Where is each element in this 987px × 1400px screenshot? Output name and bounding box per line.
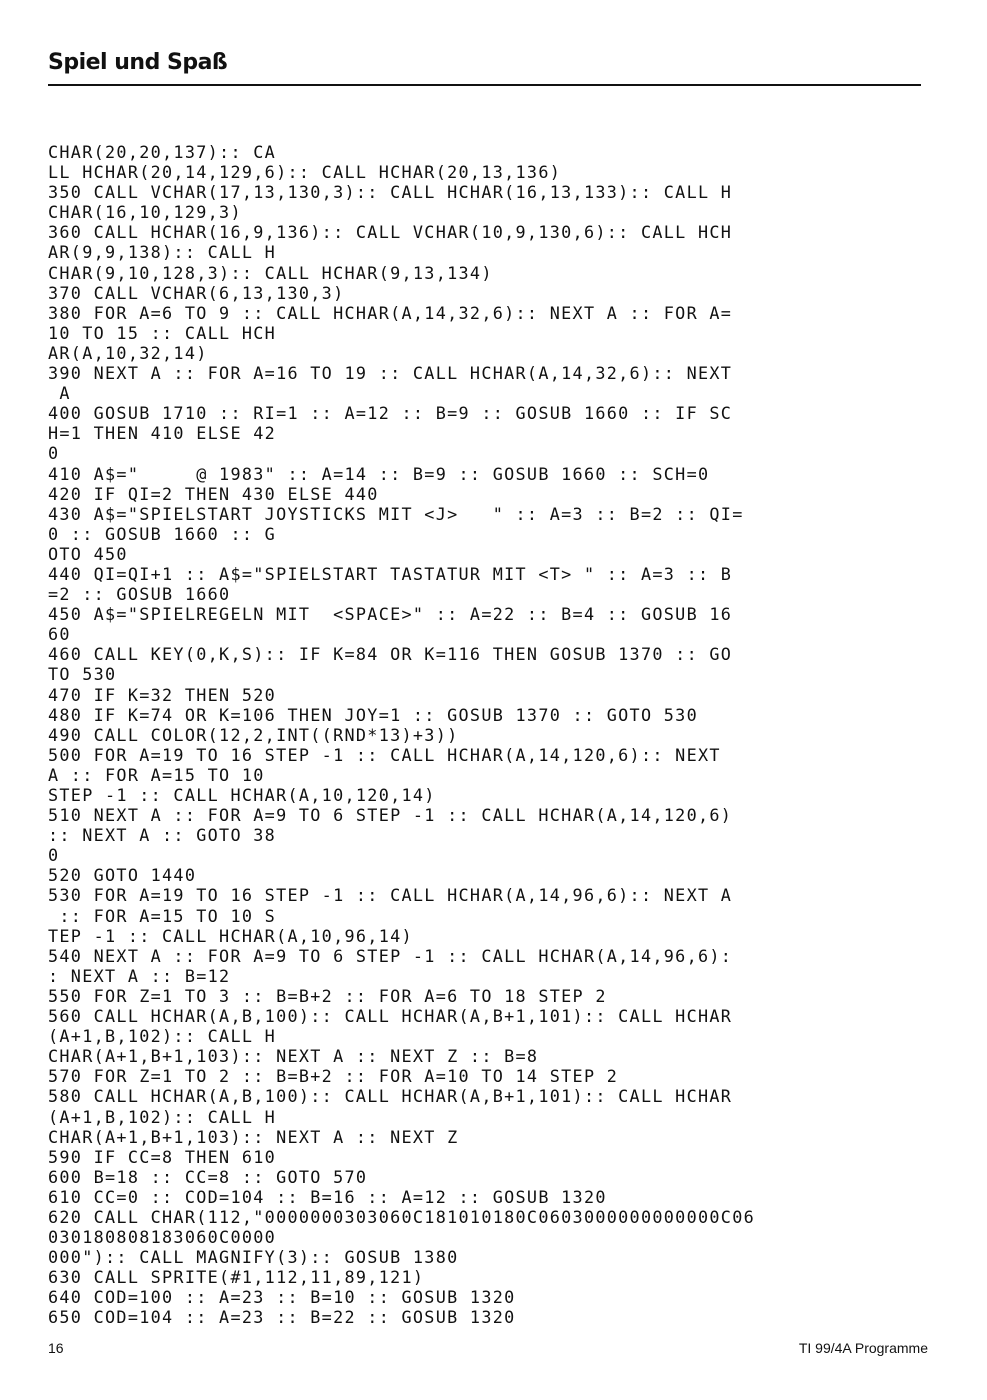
code-line: CHAR(20,20,137):: CA (48, 142, 277, 162)
code-line: 550 FOR Z=1 TO 3 :: B=B+2 :: FOR A=6 TO 18 STEP 2 (48, 985, 607, 1006)
code-line: 360 CALL HCHAR(16,9,136):: CALL VCHAR(10,9,130,6):: CALL HCH (48, 222, 733, 243)
code-line: :: FOR A=15 TO 10 S (48, 905, 277, 926)
code-line: 10 TO 15 :: CALL HCH (48, 322, 277, 343)
code-line: 480 IF K=74 OR K=106 THEN JOY=1 :: GOSUB 1370 :: GOTO 530 (48, 704, 698, 725)
code-line: 390 NEXT A :: FOR A=16 TO 19 :: CALL HCHAR(A,14,32,6):: NEXT (48, 363, 733, 384)
code-line: 0 (48, 443, 60, 464)
code-line: 0 :: GOSUB 1660 :: G (48, 523, 277, 544)
code-line: 590 IF CC=8 THEN 610 (48, 1146, 277, 1167)
section-title: Spiel und Spaß (48, 50, 228, 75)
code-line: 350 CALL VCHAR(17,13,130,3):: CALL HCHAR(16,13,133):: CALL H (48, 182, 733, 203)
code-line: :: NEXT A :: GOTO 38 (48, 825, 277, 846)
code-line: 420 IF QI=2 THEN 430 ELSE 440 (48, 483, 379, 504)
code-line: AR(A,10,32,14) (48, 342, 208, 363)
code-line: H=1 THEN 410 ELSE 42 (48, 423, 277, 444)
book-title: TI 99/4A Programme (798, 1340, 928, 1356)
page-footer (48, 1340, 928, 1360)
basic-program-listing (48, 142, 948, 1328)
code-line: CHAR(9,10,128,3):: CALL HCHAR(9,13,134) (48, 262, 493, 283)
code-line: 500 FOR A=19 TO 16 STEP -1 :: CALL HCHAR(A,14,120,6):: NEXT (48, 744, 721, 765)
code-line: 650 COD=104 :: A=23 :: B=22 :: GOSUB 1320 (48, 1307, 516, 1328)
code-line: 510 NEXT A :: FOR A=9 TO 6 STEP -1 :: CALL HCHAR(A,14,120,6) (48, 805, 733, 826)
code-line: 530 FOR A=19 TO 16 STEP -1 :: CALL HCHAR(A,14,96,6):: NEXT A (48, 885, 733, 906)
code-line: CHAR(A+1,B+1,103):: NEXT A :: NEXT Z :: B=8 (48, 1046, 539, 1067)
code-line: 450 A$="SPIELREGELN MIT <SPACE>" :: A=22 :: B=4 :: GOSUB 16 (48, 604, 733, 625)
code-line: OTO 450 (48, 543, 128, 564)
code-line: 640 COD=100 :: A=23 :: B=10 :: GOSUB 1320 (48, 1287, 516, 1308)
code-line: 610 CC=0 :: COD=104 :: B=16 :: A=12 :: GOSUB 1320 (48, 1186, 607, 1207)
code-line: 490 CALL COLOR(12,2,INT((RND*13)+3)) (48, 724, 459, 745)
code-line: 030180808183060C0000 (48, 1227, 277, 1248)
code-line: 410 A$=" @ 1983" :: A=14 :: B=9 :: GOSUB 1660 :: SCH=0 (48, 463, 710, 484)
code-line: 560 CALL HCHAR(A,B,100):: CALL HCHAR(A,B+1,101):: CALL HCHAR (48, 1006, 733, 1027)
code-line: 380 FOR A=6 TO 9 :: CALL HCHAR(A,14,32,6):: NEXT A :: FOR A= (48, 302, 733, 323)
code-line: A :: FOR A=15 TO 10 (48, 764, 265, 785)
code-line: 460 CALL KEY(0,K,S):: IF K=84 OR K=116 THEN GOSUB 1370 :: GO (48, 644, 733, 665)
code-line: 470 IF K=32 THEN 520 (48, 684, 277, 705)
code-line: 000"):: CALL MAGNIFY(3):: GOSUB 1380 (48, 1247, 459, 1268)
code-line: 630 CALL SPRITE(#1,112,11,89,121) (48, 1267, 425, 1288)
code-line: 370 CALL VCHAR(6,13,130,3) (48, 282, 345, 303)
code-line: =2 :: GOSUB 1660 (48, 584, 231, 605)
code-line: 600 B=18 :: CC=8 :: GOTO 570 (48, 1166, 368, 1187)
code-line: TO 530 (48, 664, 117, 685)
code-line: 430 A$="SPIELSTART JOYSTICKS MIT <J> " :: A=3 :: B=2 :: QI= (48, 503, 744, 524)
code-line: 580 CALL HCHAR(A,B,100):: CALL HCHAR(A,B+1,101):: CALL HCHAR (48, 1086, 733, 1107)
code-line: (A+1,B,102):: CALL H (48, 1026, 277, 1047)
code-line: STEP -1 :: CALL HCHAR(A,10,120,14) (48, 785, 436, 805)
code-line: 400 GOSUB 1710 :: RI=1 :: A=12 :: B=9 :: GOSUB 1660 :: IF SC (48, 403, 733, 424)
code-line: A (48, 383, 71, 404)
code-line: CHAR(A+1,B+1,103):: NEXT A :: NEXT Z (48, 1126, 459, 1147)
code-line: 520 GOTO 1440 (48, 865, 197, 886)
page-number: 16 (48, 1340, 64, 1356)
code-line: 570 FOR Z=1 TO 2 :: B=B+2 :: FOR A=10 TO 14 STEP 2 (48, 1066, 619, 1087)
code-line: 540 NEXT A :: FOR A=9 TO 6 STEP -1 :: CALL HCHAR(A,14,96,6): (48, 945, 733, 966)
code-line: AR(9,9,138):: CALL H (48, 242, 277, 263)
code-line: 440 QI=QI+1 :: A$="SPIELSTART TASTATUR MIT <T> " :: A=3 :: B (48, 563, 733, 584)
code-line: 60 (48, 624, 71, 645)
code-line: LL HCHAR(20,14,129,6):: CALL HCHAR(20,13,136) (48, 162, 562, 183)
page-header (48, 48, 921, 86)
code-line: 620 CALL CHAR(112,"0000000303060C181010180C0603000000000000C06 (48, 1206, 755, 1227)
code-line: 0 (48, 845, 60, 866)
code-line: TEP -1 :: CALL HCHAR(A,10,96,14) (48, 925, 413, 946)
code-line: (A+1,B,102):: CALL H (48, 1106, 277, 1127)
code-line: CHAR(16,10,129,3) (48, 202, 242, 223)
code-line: : NEXT A :: B=12 (48, 965, 231, 986)
